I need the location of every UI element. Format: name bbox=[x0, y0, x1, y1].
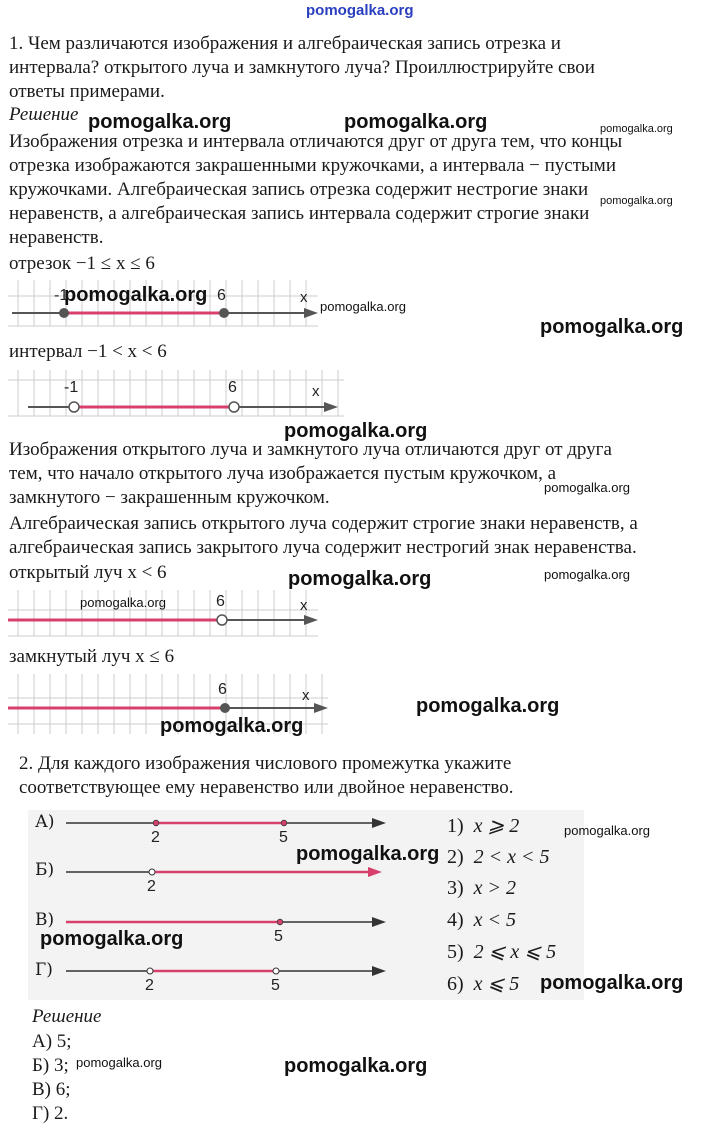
option-6: 6) x ⩽ 5 bbox=[447, 973, 520, 995]
picture-b-tick-2: 2 bbox=[147, 878, 156, 895]
answer-a: А) 5; bbox=[32, 1031, 72, 1052]
q1-line-2: интервала? открытого луча и замкнутого луча? Проиллюстрируйте свои bbox=[9, 57, 595, 78]
p1-line-2: отрезка изображаются закрашенными кружочками, а интервала − пустыми bbox=[9, 155, 616, 176]
picture-a-tick-5: 5 bbox=[279, 829, 288, 846]
picture-a-tick-2: 2 bbox=[151, 829, 160, 846]
watermark: pomogalka.org bbox=[416, 695, 560, 717]
picture-d-tick-5: 5 bbox=[271, 977, 280, 994]
option-5: 5) 2 ⩽ x ⩽ 5 bbox=[447, 941, 557, 963]
open-ray-tick-6: 6 bbox=[216, 593, 225, 610]
closed-ray-axis-x: x bbox=[302, 687, 310, 704]
picture-b-line bbox=[66, 861, 388, 901]
watermark: pomogalka.org bbox=[284, 1055, 428, 1077]
interval-right-point bbox=[229, 402, 239, 412]
open-ray-label: открытый луч x < 6 bbox=[9, 562, 167, 583]
watermark: pomogalka.org bbox=[544, 480, 630, 495]
picture-d-line bbox=[66, 960, 388, 1000]
watermark: pomogalka.org bbox=[288, 568, 432, 590]
interval-tick-neg1: -1 bbox=[64, 379, 79, 396]
watermark: pomogalka.org bbox=[40, 928, 184, 950]
option-1: 1) x ⩾ 2 bbox=[447, 815, 520, 837]
interval-left-point bbox=[69, 402, 79, 412]
picture-c-label: В) bbox=[35, 910, 55, 930]
p1-line-1: Изображения отрезка и интервала отличаются друг от друга тем, что концы bbox=[9, 131, 623, 152]
picture-a-label: А) bbox=[35, 812, 55, 832]
watermark: pomogalka.org bbox=[320, 299, 406, 314]
option-3: 3) x > 2 bbox=[447, 877, 517, 899]
site-header[interactable]: pomogalka.org bbox=[306, 2, 414, 19]
answer-b: Б) 3; bbox=[32, 1055, 69, 1076]
watermark: pomogalka.org bbox=[540, 316, 684, 338]
open-ray-point bbox=[217, 615, 227, 625]
watermark: pomogalka.org bbox=[600, 195, 673, 207]
watermark: pomogalka.org bbox=[600, 123, 673, 135]
q1-line-3: ответы примерами. bbox=[9, 81, 165, 102]
segment-tick-6: 6 bbox=[217, 287, 226, 304]
segment-axis-x: x bbox=[300, 289, 308, 306]
closed-ray-tick-6: 6 bbox=[218, 681, 227, 698]
watermark: pomogalka.org bbox=[564, 823, 650, 838]
q2-line-1: 2. Для каждого изображения числового промежутка укажите bbox=[19, 753, 512, 774]
p2-line-1: Изображения открытого луча и замкнутого луча отличаются друг от друга bbox=[9, 439, 612, 460]
watermark: pomogalka.org bbox=[88, 111, 232, 133]
p1-line-3: кружочками. Алгебраическая запись отрезка содержит нестрогие знаки bbox=[9, 179, 589, 200]
watermark: pomogalka.org bbox=[80, 595, 166, 610]
p2-line-2: тем, что начало открытого луча изображается пустым кружочком, а bbox=[9, 463, 557, 484]
interval-label: интервал −1 < x < 6 bbox=[9, 341, 167, 362]
p2-line-4: Алгебраическая запись открытого луча содержит строгие знаки неравенств, а bbox=[9, 513, 638, 534]
watermark: pomogalka.org bbox=[284, 420, 428, 442]
open-ray-axis-x: x bbox=[300, 597, 308, 614]
p1-line-4: неравенств, а алгебраическая запись интервала содержит строгие знаки bbox=[9, 203, 590, 224]
p1-line-5: неравенств. bbox=[9, 227, 104, 248]
watermark: pomogalka.org bbox=[64, 284, 208, 306]
p2-line-3: замкнутого − закрашенным кружочком. bbox=[9, 487, 330, 508]
watermark: pomogalka.org bbox=[296, 843, 440, 865]
watermark: pomogalka.org bbox=[540, 972, 684, 994]
segment-right-point bbox=[219, 308, 229, 318]
interval-number-line bbox=[8, 368, 348, 420]
interval-tick-6: 6 bbox=[228, 379, 237, 396]
segment-tick-neg1: -1 bbox=[54, 287, 69, 304]
p2-line-5: алгебраическая запись закрытого луча содержит нестрогий знак неравенства. bbox=[9, 537, 637, 558]
watermark: pomogalka.org bbox=[344, 111, 488, 133]
q1-line-1: 1. Чем различаются изображения и алгебраическая запись отрезка и bbox=[9, 33, 561, 54]
closed-ray-point bbox=[220, 703, 230, 713]
segment-label: отрезок −1 ≤ x ≤ 6 bbox=[9, 253, 155, 274]
picture-c-tick-5: 5 bbox=[274, 928, 283, 945]
watermark: pomogalka.org bbox=[76, 1055, 162, 1070]
picture-b-label: Б) bbox=[35, 860, 55, 880]
q1-solution-label: Решение bbox=[9, 104, 79, 125]
watermark: pomogalka.org bbox=[160, 715, 304, 737]
option-2: 2) 2 < x < 5 bbox=[447, 846, 550, 868]
picture-d-label: Г) bbox=[35, 960, 53, 980]
q2-line-2: соответствующее ему неравенство или двойное неравенство. bbox=[19, 777, 514, 798]
option-4: 4) x < 5 bbox=[447, 909, 517, 931]
interval-axis-x: x bbox=[312, 383, 320, 400]
answer-c: В) 6; bbox=[32, 1079, 71, 1100]
picture-d-tick-2: 2 bbox=[145, 977, 154, 994]
watermark: pomogalka.org bbox=[544, 567, 630, 582]
answer-d: Г) 2. bbox=[32, 1103, 69, 1124]
q2-solution-label: Решение bbox=[32, 1006, 102, 1027]
segment-left-point bbox=[59, 308, 69, 318]
open-ray-number-line bbox=[8, 588, 328, 640]
closed-ray-label: замкнутый луч x ≤ 6 bbox=[9, 646, 175, 667]
